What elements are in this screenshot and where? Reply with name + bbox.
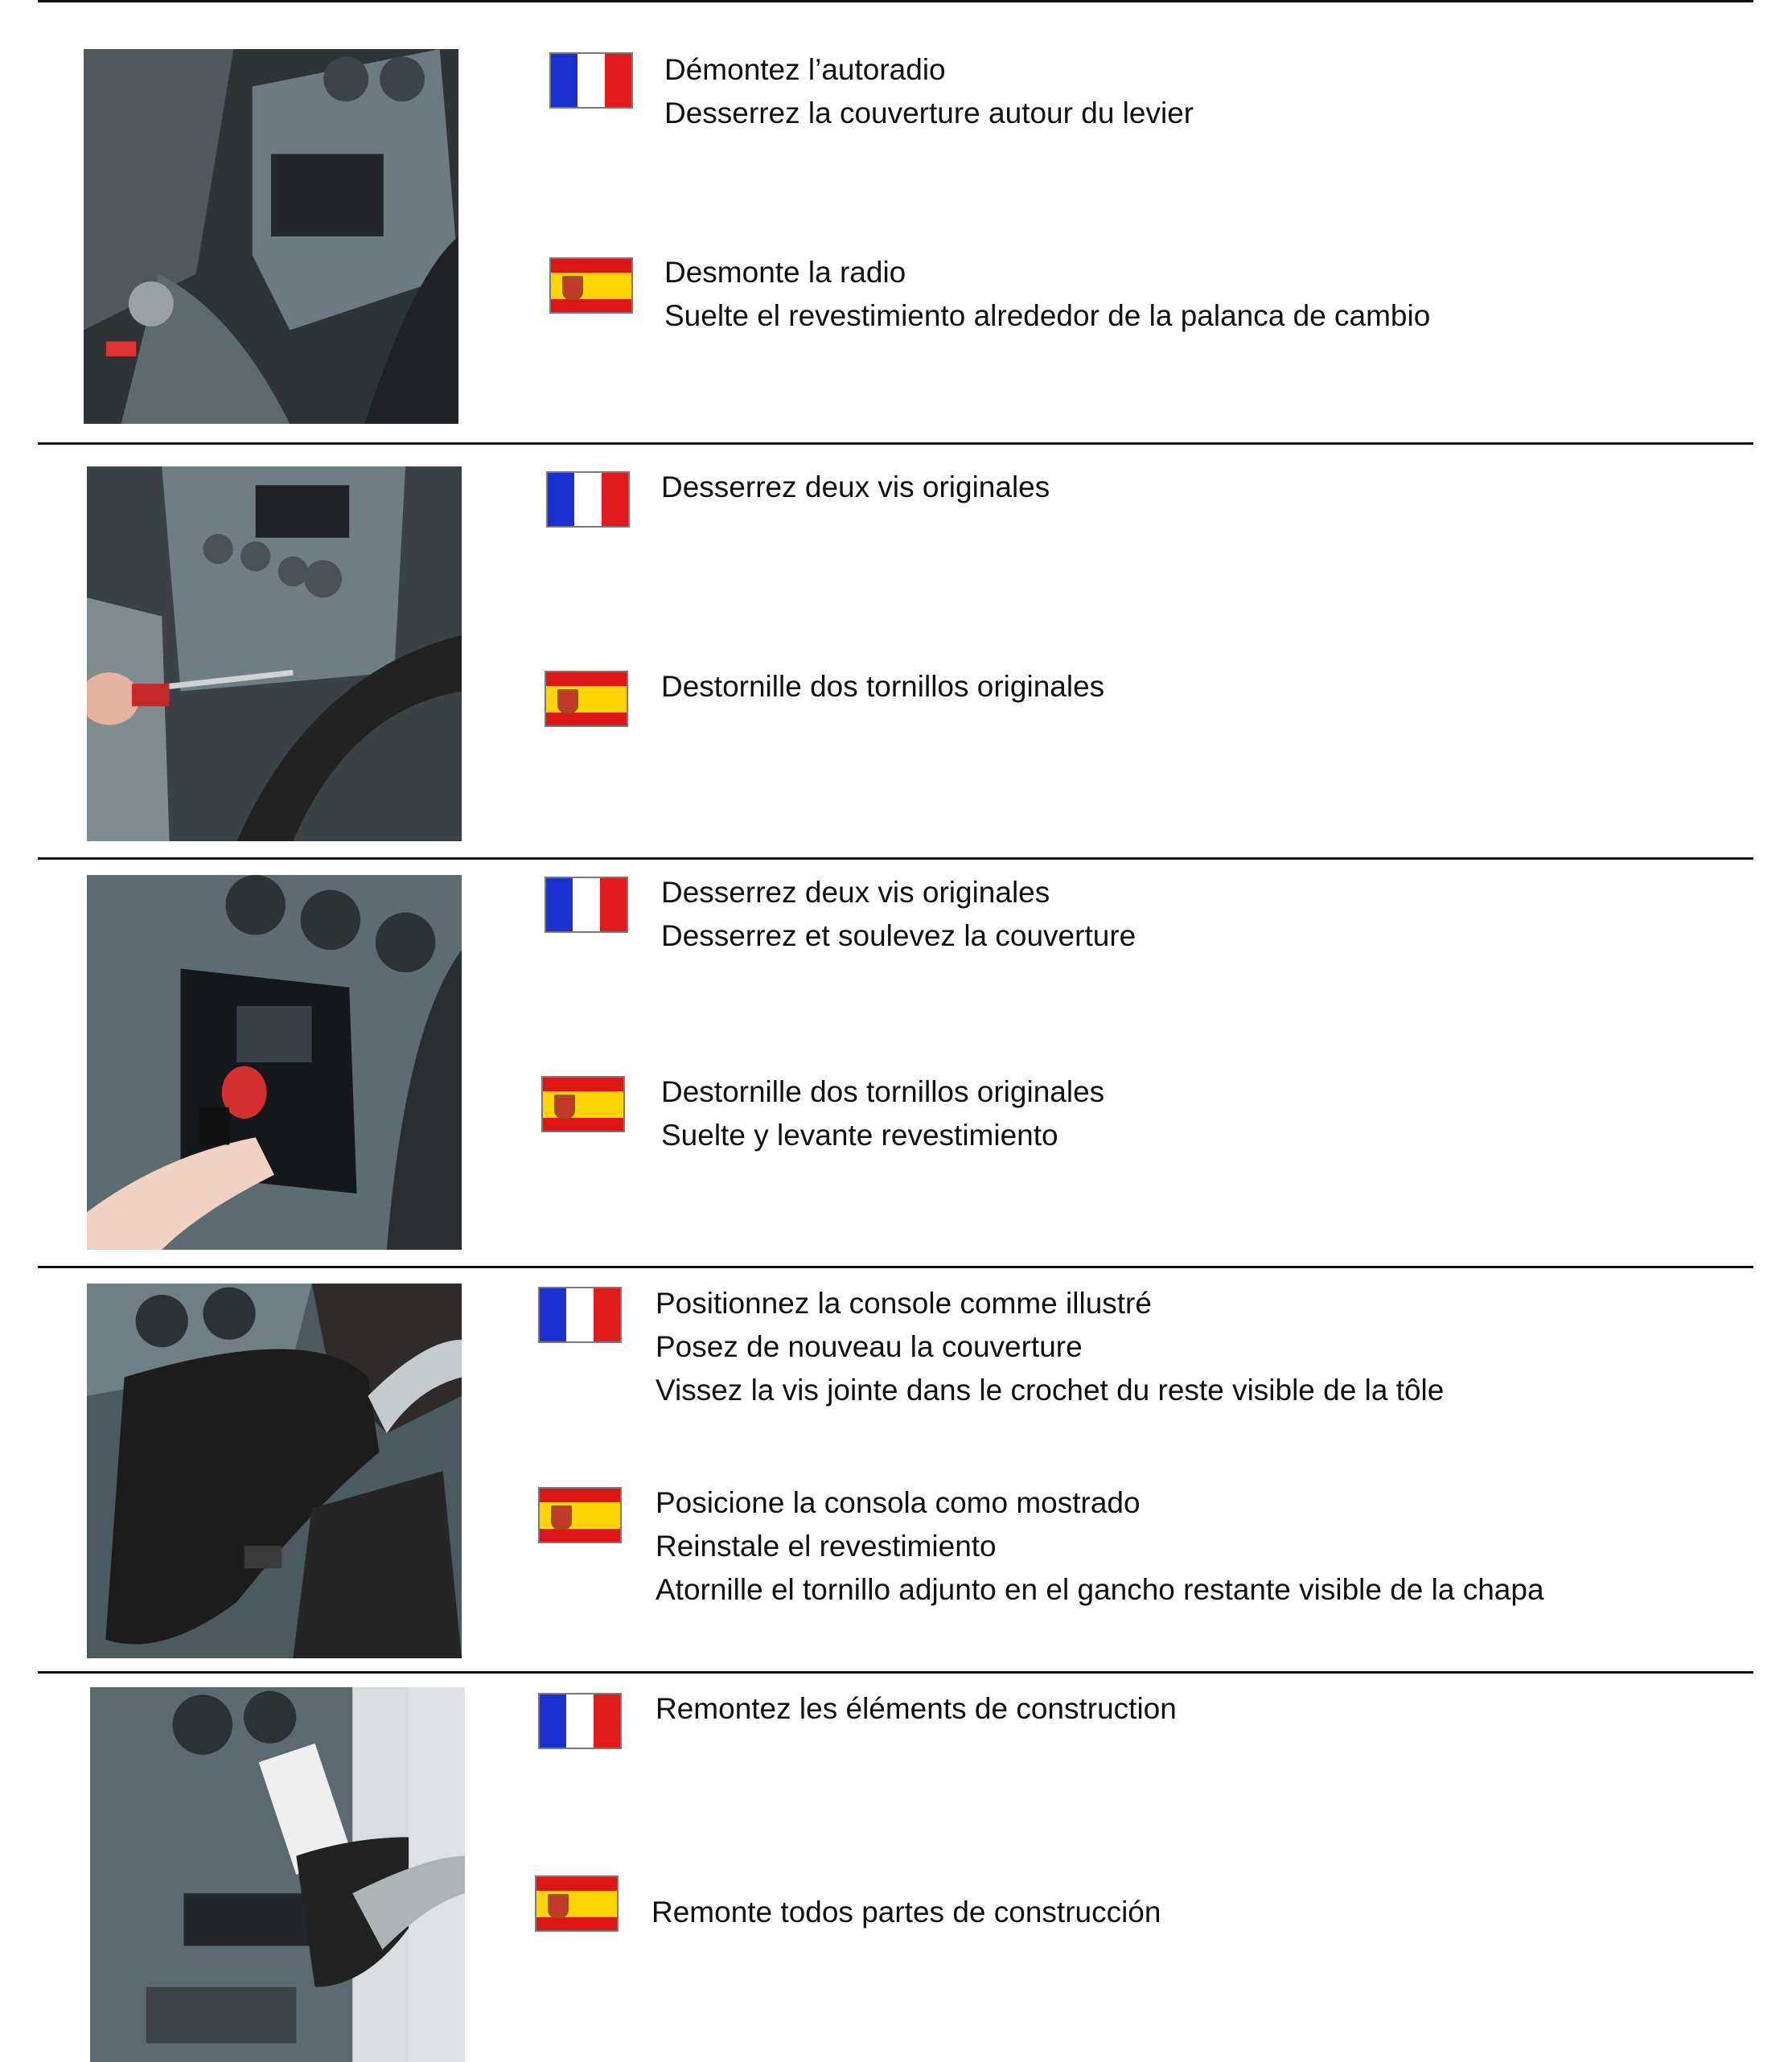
instruction-line: Destornille dos tornillos originales — [661, 670, 1105, 703]
coat-of-arms-icon — [562, 276, 583, 300]
step-5-french-text — [656, 1687, 1177, 1731]
spanish-flag-icon — [535, 1875, 619, 1932]
instruction-line: Desserrez et soulevez la couverture — [661, 919, 1136, 952]
spanish-flag-icon — [541, 1076, 625, 1132]
instruction-line: Positionnez la console comme illustré — [656, 1287, 1152, 1320]
instruction-line: Posez de nouveau la couverture — [656, 1330, 1083, 1363]
instruction-line: Desmonte la radio — [664, 256, 906, 289]
instruction-line: Vissez la vis jointe dans le crochet du reste visible de la tôle — [656, 1374, 1445, 1407]
separator-line — [38, 1671, 1753, 1674]
french-flag-icon — [538, 1693, 622, 1749]
step-3-photo — [87, 875, 462, 1250]
french-flag-icon — [549, 52, 633, 109]
coat-of-arms-icon — [557, 689, 578, 713]
step-3-french-text — [661, 871, 1136, 958]
french-flag-icon — [546, 471, 630, 528]
separator-line — [38, 857, 1753, 860]
step-2-french-text — [661, 466, 1050, 509]
instruction-line: Destornille dos tornillos originales — [661, 1075, 1105, 1108]
instruction-line: Suelte y levante revestimiento — [661, 1119, 1058, 1152]
separator-line — [38, 1266, 1753, 1268]
step-2-spanish-text — [661, 665, 1104, 709]
separator-line — [38, 0, 1753, 2]
french-flag-icon — [538, 1287, 622, 1343]
step-2-photo — [87, 466, 462, 841]
instruction-line: Desserrez deux vis originales — [661, 876, 1050, 909]
separator-line — [38, 442, 1753, 445]
step-5-spanish-text — [651, 1891, 1161, 1934]
step-1-spanish-text — [664, 251, 1430, 338]
instruction-line: Desserrez deux vis originales — [661, 470, 1050, 503]
spanish-flag-icon — [549, 257, 633, 314]
coat-of-arms-icon — [554, 1095, 575, 1119]
step-4-spanish-text — [656, 1481, 1544, 1612]
instruction-line: Suelte el revestimiento alrededor de la palanca de cambio — [664, 299, 1431, 332]
step-1-photo — [84, 49, 458, 424]
step-1-french-text — [664, 48, 1194, 135]
spanish-flag-icon — [538, 1487, 622, 1543]
step-4-photo — [87, 1284, 462, 1658]
instruction-line: Démontez l’autoradio — [664, 53, 946, 86]
instruction-line: Desserrez la couverture autour du levier — [664, 97, 1194, 129]
coat-of-arms-icon — [548, 1894, 569, 1918]
instruction-line: Remontez les éléments de construction — [656, 1692, 1177, 1725]
step-5-photo — [90, 1687, 465, 2062]
spanish-flag-icon — [545, 671, 628, 727]
instruction-line: Remonte todos partes de construcción — [651, 1896, 1161, 1929]
instruction-line: Reinstale el revestimiento — [656, 1530, 997, 1563]
step-4-french-text — [656, 1282, 1444, 1412]
french-flag-icon — [545, 877, 628, 933]
instruction-line: Posicione la consola como mostrado — [656, 1486, 1141, 1519]
coat-of-arms-icon — [551, 1505, 572, 1530]
instruction-line: Atornille el tornillo adjunto en el gancho restante visible de la chapa — [656, 1573, 1544, 1606]
step-3-spanish-text — [661, 1070, 1104, 1157]
